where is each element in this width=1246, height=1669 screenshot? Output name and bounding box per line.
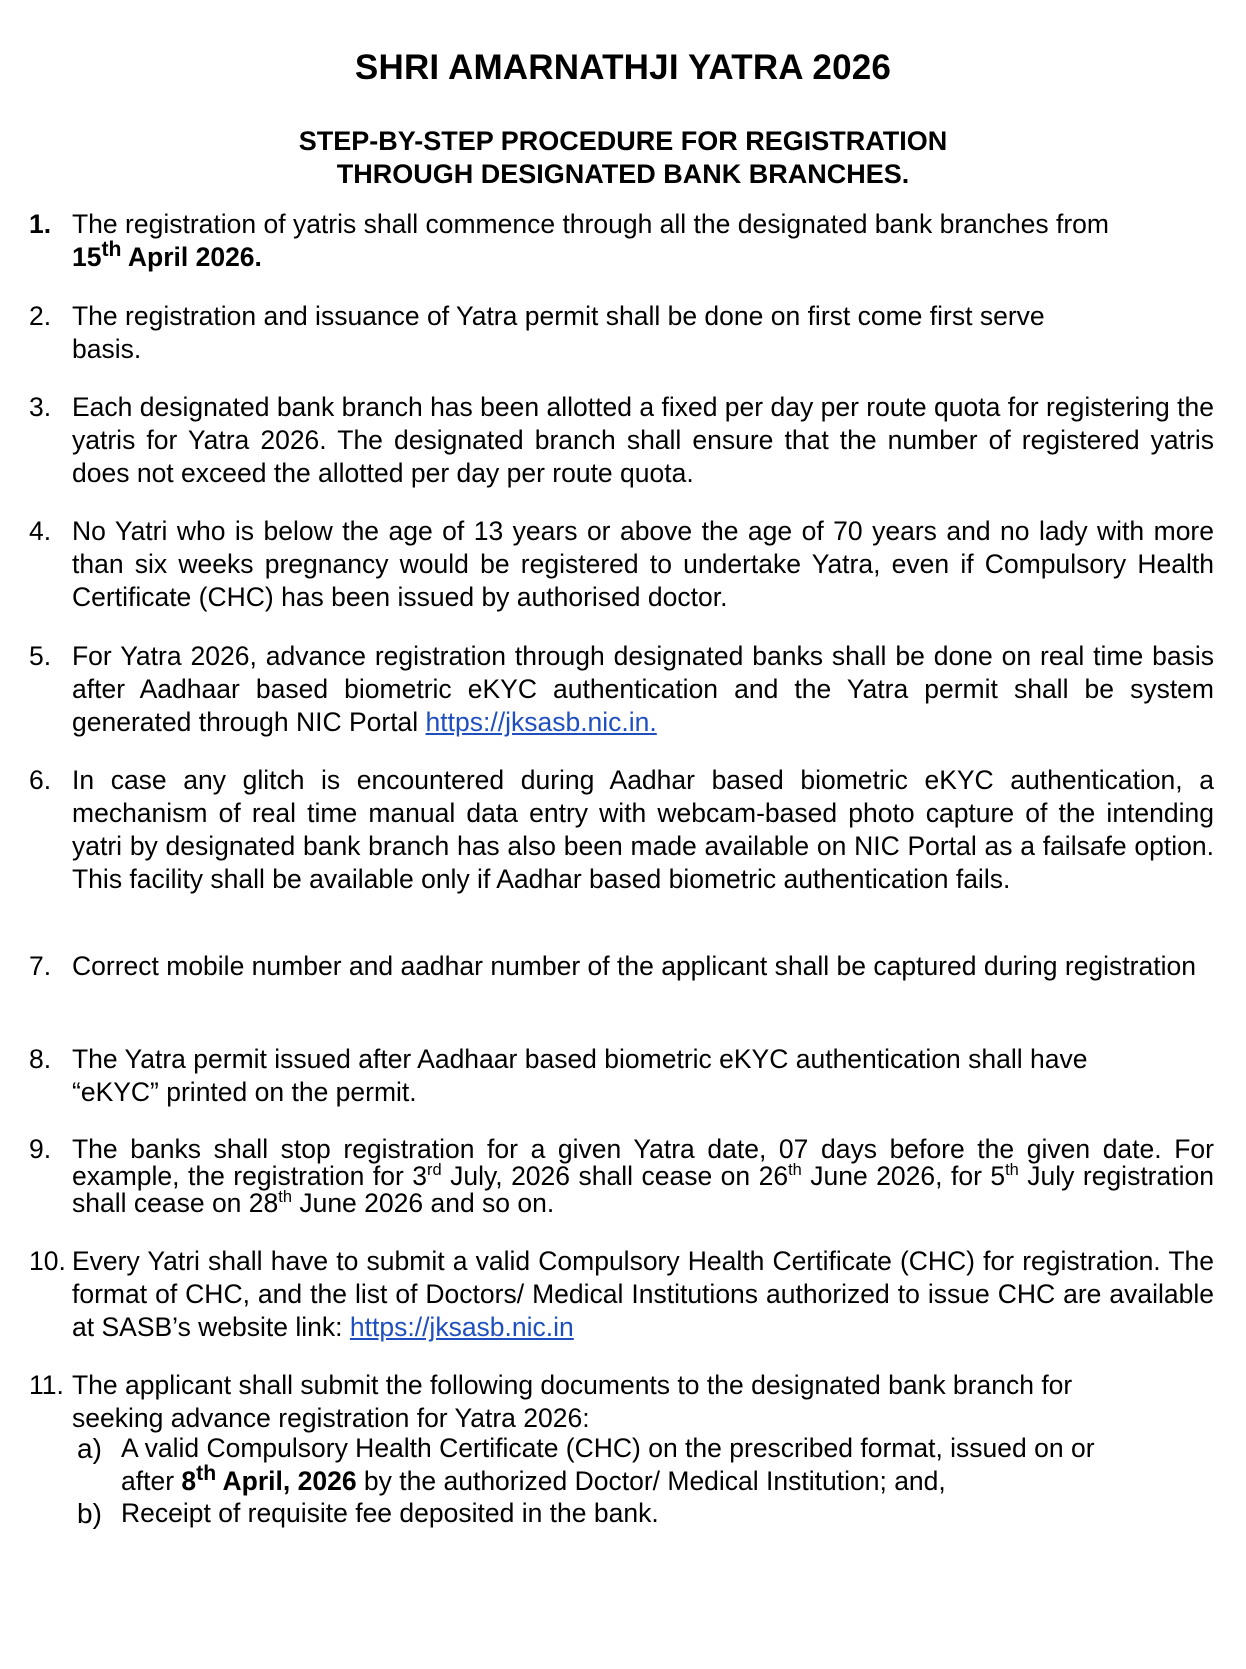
item-text: The applicant shall submit the following documents to the designated bank branch for seeking advance registration for Yatra 2026: <box>72 1370 1073 1433</box>
item-number: 3. <box>29 392 52 422</box>
item-number: 1. <box>29 209 52 239</box>
item-text: Each designated bank branch has been allotted a fixed per day per route quota for registering the yatris for Yatra 2026. The designated branch shall ensure that the number of registered yatris does not exceed the allotted per day per route quota. <box>72 392 1214 488</box>
sub-item-letter: a) <box>77 1433 102 1464</box>
item-text: Correct mobile number and aadhar number of the applicant shall be captured during registration <box>72 951 1196 981</box>
item-number: 8. <box>29 1044 52 1074</box>
subtitle-line-1: STEP-BY-STEP PROCEDURE FOR REGISTRATION <box>298 126 948 156</box>
item-text: No Yatri who is below the age of 13 years or above the age of 70 years and no lady with more than six weeks pregnancy would be registered to undertake Yatra, even if Compulsory Health Certificate (CHC) has been issued by authorised doctor. <box>72 516 1214 612</box>
sub-item-text: A valid Compulsory Health Certificate (CHC) on the prescribed format, issued on or after 8th April, 2026 by the authorized Doctor/ Medical Institution; and, <box>121 1433 1095 1496</box>
item-text: The Yatra permit issued after Aadhaar based biometric eKYC authentication shall have “eKYC” printed on the permit. <box>72 1044 1088 1107</box>
sub-item-text: Receipt of requisite fee deposited in the bank. <box>121 1498 659 1528</box>
item-number: 11. <box>29 1370 64 1400</box>
item-text: The registration and issuance of Yatra permit shall be done on first come first serve basis. <box>72 301 1045 364</box>
item-number: 2. <box>29 301 52 331</box>
item-text: Every Yatri shall have to submit a valid Compulsory Health Certificate (CHC) for registration. The format of CHC, and the list of Doctors/ Medical Institutions authorized to issue CHC are available at SASB’s website link: <box>72 1246 1214 1342</box>
item-text: The registration of yatris shall commence through all the designated bank branches from <box>72 209 1109 239</box>
portal-link[interactable]: https://jksasb.nic.in. <box>425 707 657 737</box>
item-text: In case any glitch is encountered during Aadhar based biometric eKYC authentication, a mechanism of real time manual data entry with webcam-based photo capture of the intending yatri by designated bank branch has also been made available on NIC Portal as a failsafe option. This facility shall be available only if Aadhar based biometric authentication fails. <box>72 765 1214 894</box>
item-number: 5. <box>29 641 52 671</box>
document-title: SHRI AMARNATHJI YATRA 2026 <box>354 48 892 87</box>
website-link[interactable]: https://jksasb.nic.in <box>349 1312 574 1342</box>
item-number: 9. <box>29 1134 52 1164</box>
item-number: 6. <box>29 765 52 795</box>
item-number: 7. <box>29 951 52 981</box>
sub-item-letter: b) <box>77 1498 102 1529</box>
subtitle-line-2: THROUGH DESIGNATED BANK BRANCHES. <box>336 159 910 189</box>
item-number: 10. <box>29 1246 66 1276</box>
item-text: The banks shall stop registration for a given Yatra date, 07 days before the given date. For example, the registration for 3rd July, 2026 shall cease on 26th June 2026, for 5th July registration shall cease on 28th June 2026 and so on. <box>72 1134 1214 1218</box>
start-date: 15th April 2026. <box>72 238 262 272</box>
item-text: For Yatra 2026, advance registration through designated banks shall be done on real time basis after Aadhaar based biometric eKYC authentication and the Yatra permit shall be system generated through NIC Portal <box>72 641 1214 737</box>
item-number: 4. <box>29 516 52 546</box>
document-subtitle <box>0 125 1246 191</box>
chc-date: 8th April, 2026 <box>181 1462 357 1496</box>
